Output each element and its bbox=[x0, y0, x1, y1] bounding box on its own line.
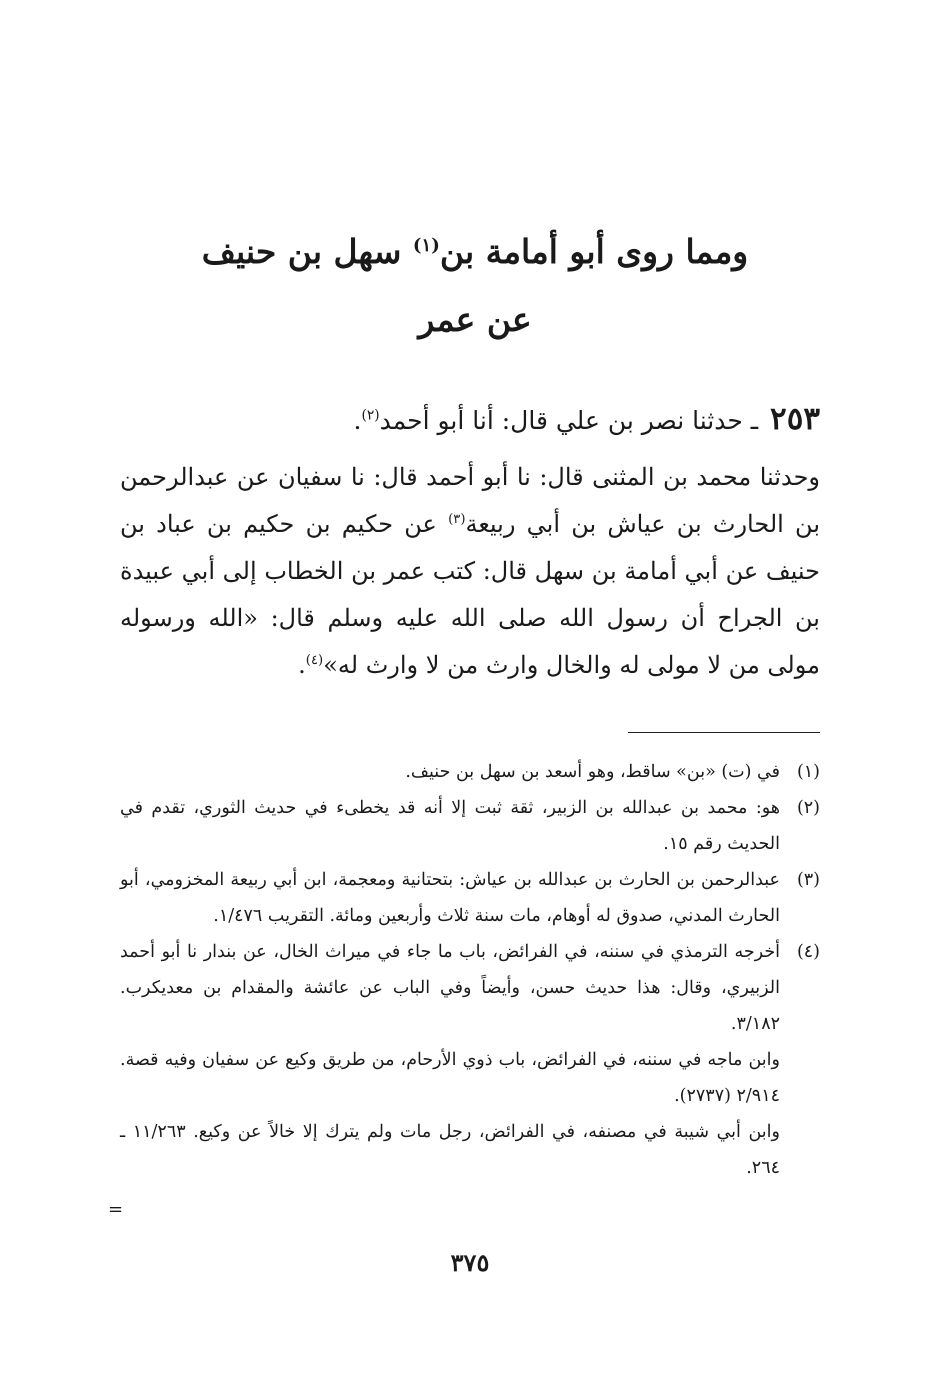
hadith-number: ٢٥٣ bbox=[770, 401, 820, 437]
hadith-paragraph bbox=[120, 454, 820, 689]
footnote-2 bbox=[120, 790, 820, 862]
footnote-3 bbox=[120, 862, 820, 934]
footnote-text: عبدالرحمن بن الحارث بن عبدالله بن عياش: بتحتانية ومعجمة، ابن أبي ربيعة المخزومي، أبو الحارث المدني، صدوق له أوهام، مات سنة ثلاث وأربعين ومائة. التقريب ١/٤٧٦. bbox=[120, 870, 780, 926]
hadith-intro-line bbox=[120, 398, 820, 441]
footnote-text: هو: محمد بن عبدالله بن الزبير، ثقة ثبت إلا أنه قد يخطىء في حديث الثوري، تقدم في الحديث رقم ١٥. bbox=[120, 798, 780, 854]
hadith-text-part-1: وحدثنا محمد بن المثنى قال: نا أبو أحمد قال: نا سفيان عن عبدالرحمن بن الحارث بن عياش بن أبي ربيعة bbox=[120, 463, 821, 538]
hadith-intro-text: ـ حدثنا نصر بن علي قال: أنا أبو أحمد bbox=[379, 406, 759, 435]
heading-text-start: ومما روى أبو أمامة بن bbox=[439, 232, 749, 271]
continuation-mark: = bbox=[108, 1199, 124, 1220]
footnote-body bbox=[120, 934, 780, 1186]
chapter-subheading: عن عمر bbox=[418, 300, 532, 339]
footnote-number: (٤) bbox=[796, 942, 820, 962]
footnote-ref-2: (٢) bbox=[361, 407, 380, 424]
hadith-text-part-2: عن حكيم بن حكيم بن عباد بن حنيف عن أبي أمامة بن سهل قال: كتب عمر بن الخطاب إلى أبي عبيدة بن الجراح أن رسول الله صلى الله عليه وسلم قال: «الله ورسوله مولى من لا مولى له والخال وارث من لا وارث له» bbox=[120, 510, 820, 679]
footnote-body bbox=[120, 790, 780, 862]
page-number: ٣٧٥ bbox=[450, 1248, 490, 1277]
footnote-ref-4: (٤) bbox=[305, 653, 324, 668]
footnote-1 bbox=[120, 754, 820, 790]
footnote-number: (٣) bbox=[796, 870, 820, 890]
heading-text-end: سهل بن حنيف bbox=[201, 232, 413, 271]
hadith-text-end: . bbox=[298, 651, 306, 679]
footnote-separator bbox=[628, 732, 820, 733]
footnote-ref-1: (١) bbox=[412, 235, 440, 256]
footnote-number: (٢) bbox=[796, 798, 820, 818]
footnote-number: (١) bbox=[796, 762, 820, 782]
hadith-intro-end: . bbox=[353, 406, 362, 435]
footnote-body bbox=[120, 754, 780, 790]
footnote-text: أخرجه الترمذي في سننه، في الفرائض، باب ما جاء في ميراث الخال، عن بندار نا أبو أحمد الزبيري، وقال: هذا حديث حسن، وأيضاً وفي الباب عن عائشة والمقدام بن معديكرب. ٣/١٨٢. bbox=[120, 942, 780, 1034]
chapter-heading bbox=[120, 232, 830, 272]
footnote-4 bbox=[120, 934, 820, 1186]
footnotes bbox=[120, 754, 820, 1186]
footnote-text: وابن ماجه في سننه، في الفرائض، باب ذوي الأرحام، من طريق وكيع عن سفيان وفيه قصة. ٢/٩١٤ (٢٧٣٧). bbox=[120, 1050, 780, 1106]
footnote-text: في (ت) «بن» ساقط، وهو أسعد بن سهل بن حنيف. bbox=[405, 762, 780, 782]
footnote-ref-3: (٣) bbox=[448, 512, 466, 527]
footnote-text: وابن أبي شيبة في مصنفه، في الفرائض، رجل مات ولم يترك إلا خالاً عن وكيع. ١١/٢٦٣ ـ ٢٦٤. bbox=[120, 1122, 780, 1178]
hadith-text bbox=[120, 454, 820, 689]
footnote-body bbox=[120, 862, 780, 934]
